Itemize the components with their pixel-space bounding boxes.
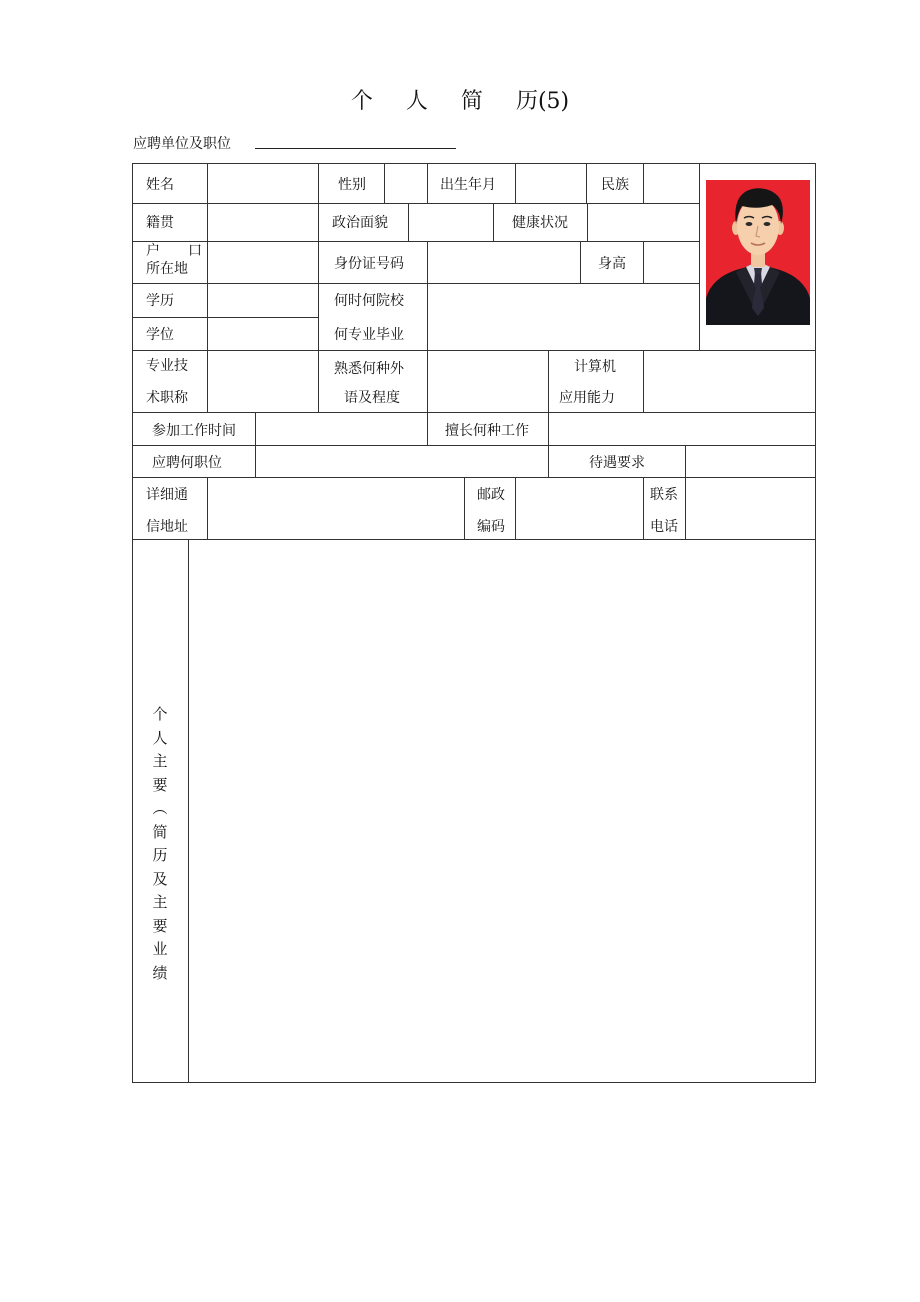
resume-label-char: 人 bbox=[152, 728, 168, 747]
col-line bbox=[207, 203, 208, 241]
row-line bbox=[132, 539, 816, 540]
label-ethnic: 民族 bbox=[601, 177, 629, 193]
col-line bbox=[643, 477, 644, 539]
label-hukou: 户 口 bbox=[146, 243, 202, 259]
title-char: 个 bbox=[350, 89, 373, 114]
label-native: 籍贯 bbox=[146, 215, 174, 231]
label-id-number: 身份证号码 bbox=[334, 256, 404, 272]
apply-input-line[interactable] bbox=[255, 148, 456, 149]
label-computer: 应用能力 bbox=[559, 390, 615, 406]
profile-photo bbox=[706, 180, 810, 325]
col-line bbox=[548, 412, 549, 445]
col-line bbox=[188, 539, 189, 1082]
col-line bbox=[548, 350, 549, 412]
label-computer: 计算机 bbox=[574, 359, 616, 375]
col-line bbox=[318, 203, 319, 241]
row-line bbox=[132, 241, 699, 242]
label-address: 详细通 bbox=[146, 487, 188, 503]
label-position: 应聘何职位 bbox=[152, 455, 222, 471]
col-line bbox=[586, 163, 587, 203]
resume-label-char: 绩 bbox=[152, 963, 168, 982]
label-birth: 出生年月 bbox=[440, 177, 496, 193]
col-line bbox=[464, 477, 465, 539]
label-school: 何专业毕业 bbox=[334, 327, 404, 343]
col-line bbox=[318, 350, 319, 412]
label-gender: 性别 bbox=[338, 177, 366, 193]
col-line bbox=[643, 163, 644, 203]
row-line bbox=[132, 283, 699, 284]
col-line bbox=[515, 477, 516, 539]
resume-label bbox=[151, 703, 169, 985]
label-height: 身高 bbox=[598, 256, 626, 272]
apply-label: 应聘单位及职位 bbox=[133, 136, 231, 152]
label-name: 姓名 bbox=[146, 177, 174, 193]
label-skill: 擅长何种工作 bbox=[445, 423, 529, 439]
row-line bbox=[132, 317, 318, 318]
col-line bbox=[643, 241, 644, 283]
label-address: 信地址 bbox=[146, 519, 188, 535]
col-line bbox=[427, 163, 428, 203]
col-line bbox=[587, 203, 588, 241]
label-work-start: 参加工作时间 bbox=[152, 423, 236, 439]
title-char: 历(5) bbox=[515, 89, 570, 114]
col-line bbox=[548, 445, 549, 477]
label-phone: 联系 bbox=[650, 487, 678, 503]
resume-label-char: 业 bbox=[152, 940, 168, 958]
col-line bbox=[408, 203, 409, 241]
table-border bbox=[815, 163, 816, 1083]
label-phone: 电话 bbox=[650, 519, 678, 535]
col-line bbox=[207, 477, 208, 539]
col-line bbox=[580, 241, 581, 283]
resume-label-char: 要 bbox=[152, 916, 168, 935]
col-line bbox=[207, 350, 208, 412]
page-title bbox=[0, 84, 920, 115]
label-language: 熟悉何种外 bbox=[334, 361, 404, 377]
row-line bbox=[132, 203, 699, 204]
col-line bbox=[255, 445, 256, 477]
col-line bbox=[427, 412, 428, 445]
label-zip: 编码 bbox=[477, 519, 505, 535]
col-line bbox=[699, 163, 700, 351]
col-line bbox=[318, 163, 319, 203]
row-line bbox=[132, 412, 816, 413]
label-hukou: 所在地 bbox=[146, 261, 188, 277]
label-degree: 学位 bbox=[146, 327, 174, 343]
row-line bbox=[132, 445, 816, 446]
table-border bbox=[132, 163, 133, 1083]
col-line bbox=[207, 163, 208, 203]
col-line bbox=[207, 283, 208, 350]
label-school: 何时何院校 bbox=[334, 293, 404, 309]
resume-label-char: 个 bbox=[152, 705, 168, 723]
col-line bbox=[427, 350, 428, 412]
col-line bbox=[515, 163, 516, 203]
resume-label-char: 历 bbox=[152, 846, 168, 864]
label-political: 政治面貌 bbox=[332, 215, 388, 231]
col-line bbox=[255, 412, 256, 445]
col-line bbox=[427, 283, 428, 350]
table-border bbox=[132, 1082, 816, 1083]
col-line bbox=[384, 163, 385, 203]
col-line bbox=[318, 283, 319, 350]
col-line bbox=[207, 241, 208, 283]
label-education: 学历 bbox=[146, 293, 174, 309]
resume-label-char: 简 bbox=[152, 822, 168, 841]
label-language: 语及程度 bbox=[344, 390, 400, 406]
label-zip: 邮政 bbox=[477, 487, 505, 503]
label-health: 健康状况 bbox=[512, 215, 568, 231]
col-line bbox=[685, 477, 686, 539]
row-line bbox=[132, 350, 816, 351]
col-line bbox=[685, 445, 686, 477]
col-line bbox=[493, 203, 494, 241]
title-char: 人 bbox=[405, 89, 428, 114]
col-line bbox=[318, 241, 319, 283]
col-line bbox=[643, 350, 644, 412]
col-line bbox=[427, 241, 428, 283]
resume-label-char: 要 bbox=[152, 775, 168, 794]
table-border bbox=[132, 163, 816, 164]
resume-label-char: 主 bbox=[152, 752, 168, 770]
resume-label-char: 及 bbox=[152, 869, 168, 888]
label-tech-title: 术职称 bbox=[146, 390, 188, 406]
row-line bbox=[132, 477, 816, 478]
label-tech-title: 专业技 bbox=[146, 358, 188, 374]
resume-label-char: ︵ bbox=[152, 799, 168, 817]
label-salary: 待遇要求 bbox=[589, 455, 645, 471]
title-char: 简 bbox=[460, 89, 483, 114]
resume-label-char: 主 bbox=[152, 893, 168, 911]
